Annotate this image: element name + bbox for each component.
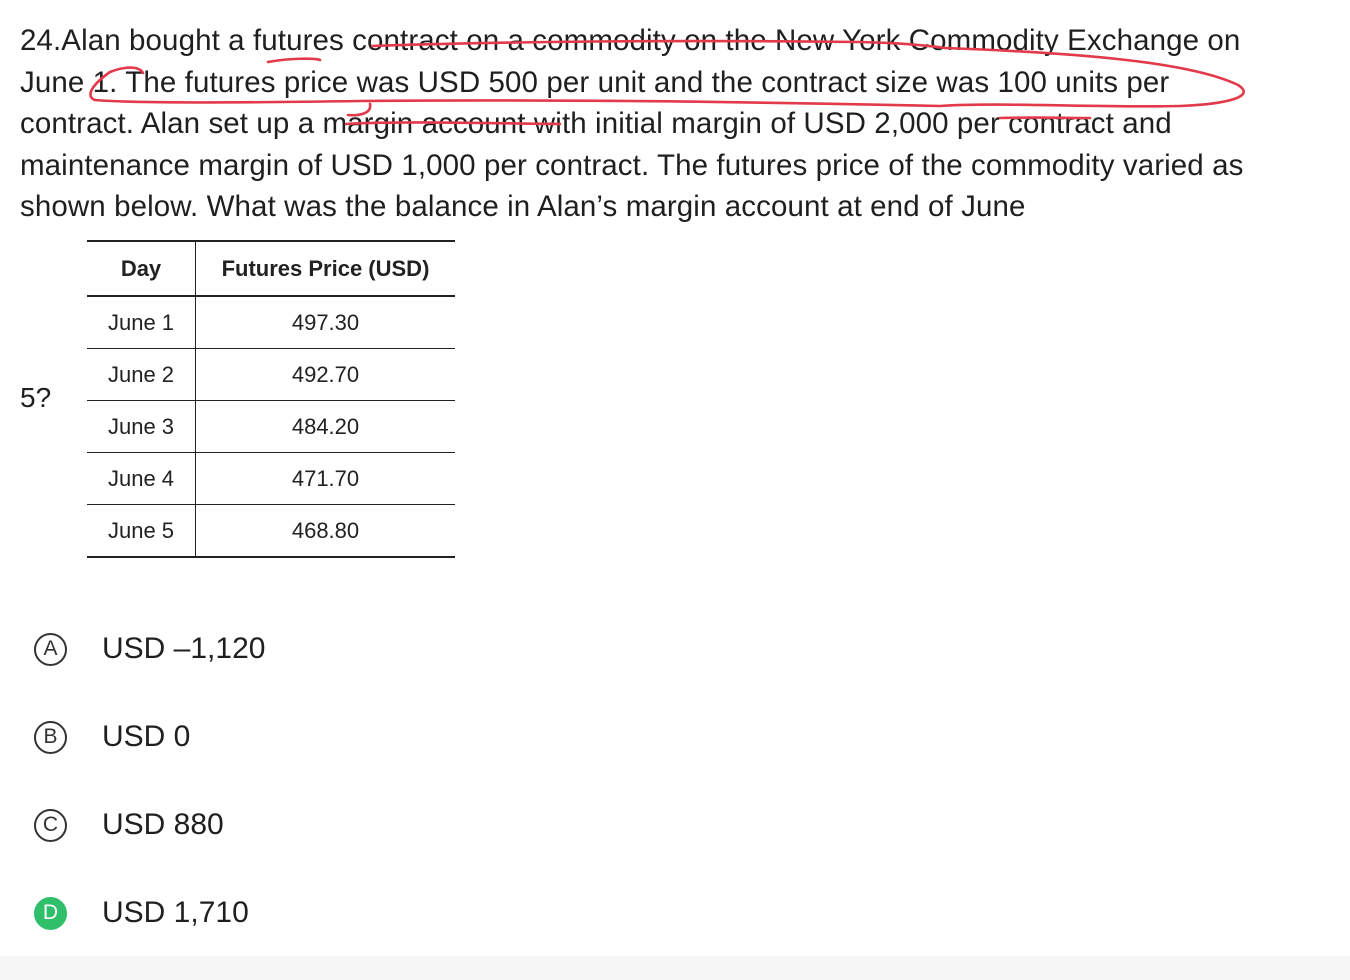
cell-day: June 2 bbox=[87, 349, 196, 401]
question-text bbox=[20, 20, 1330, 228]
header-day: Day bbox=[87, 241, 196, 296]
table-row bbox=[87, 349, 455, 401]
cell-price: 492.70 bbox=[291, 361, 360, 387]
table-row bbox=[87, 453, 455, 505]
cell-price: 471.70 bbox=[291, 465, 360, 491]
cell-price: 468.80 bbox=[291, 517, 360, 543]
option-d-circle-selected[interactable]: D bbox=[34, 897, 67, 930]
table-row bbox=[87, 505, 455, 558]
table-header-row bbox=[87, 241, 455, 296]
option-d[interactable] bbox=[34, 893, 249, 933]
option-a-circle[interactable]: A bbox=[34, 633, 67, 666]
header-futures-price: Futures Price (USD) bbox=[221, 255, 430, 281]
cell-price: 497.30 bbox=[291, 309, 360, 335]
cell-day: June 5 bbox=[87, 505, 196, 558]
futures-price-table bbox=[87, 240, 455, 558]
bottom-strip bbox=[0, 956, 1350, 980]
option-b[interactable] bbox=[34, 717, 190, 757]
option-b-circle[interactable]: B bbox=[34, 721, 67, 754]
cell-day: June 4 bbox=[87, 453, 196, 505]
question-line: June 1. The futures price was USD 500 per unit and the contract size was 100 units per bbox=[20, 65, 1170, 99]
question-line: shown below. What was the balance in Alan’s margin account at end of June bbox=[20, 190, 1026, 224]
cell-day: June 3 bbox=[87, 401, 196, 453]
cell-day: June 1 bbox=[87, 296, 196, 349]
cell-price: 484.20 bbox=[291, 413, 360, 439]
question-line: maintenance margin of USD 1,000 per contract. The futures price of the commodity varied as bbox=[20, 148, 1244, 182]
option-c-text[interactable]: USD 880 bbox=[102, 808, 224, 841]
option-b-text[interactable]: USD 0 bbox=[102, 720, 191, 753]
question-suffix: 5? bbox=[20, 382, 52, 413]
option-d-text[interactable]: USD 1,710 bbox=[102, 896, 249, 929]
option-a[interactable] bbox=[34, 629, 265, 669]
table-row bbox=[87, 401, 455, 453]
question-line: 24.Alan bought a futures contract on a commodity on the New York Commodity Exchange on bbox=[20, 24, 1241, 57]
option-c-circle[interactable]: C bbox=[34, 809, 67, 842]
table-row bbox=[87, 296, 455, 349]
option-c[interactable] bbox=[34, 805, 224, 845]
question-line: contract. Alan set up a margin account with initial margin of USD 2,000 per contract and bbox=[20, 107, 1172, 141]
option-a-text[interactable]: USD –1,120 bbox=[102, 632, 266, 665]
